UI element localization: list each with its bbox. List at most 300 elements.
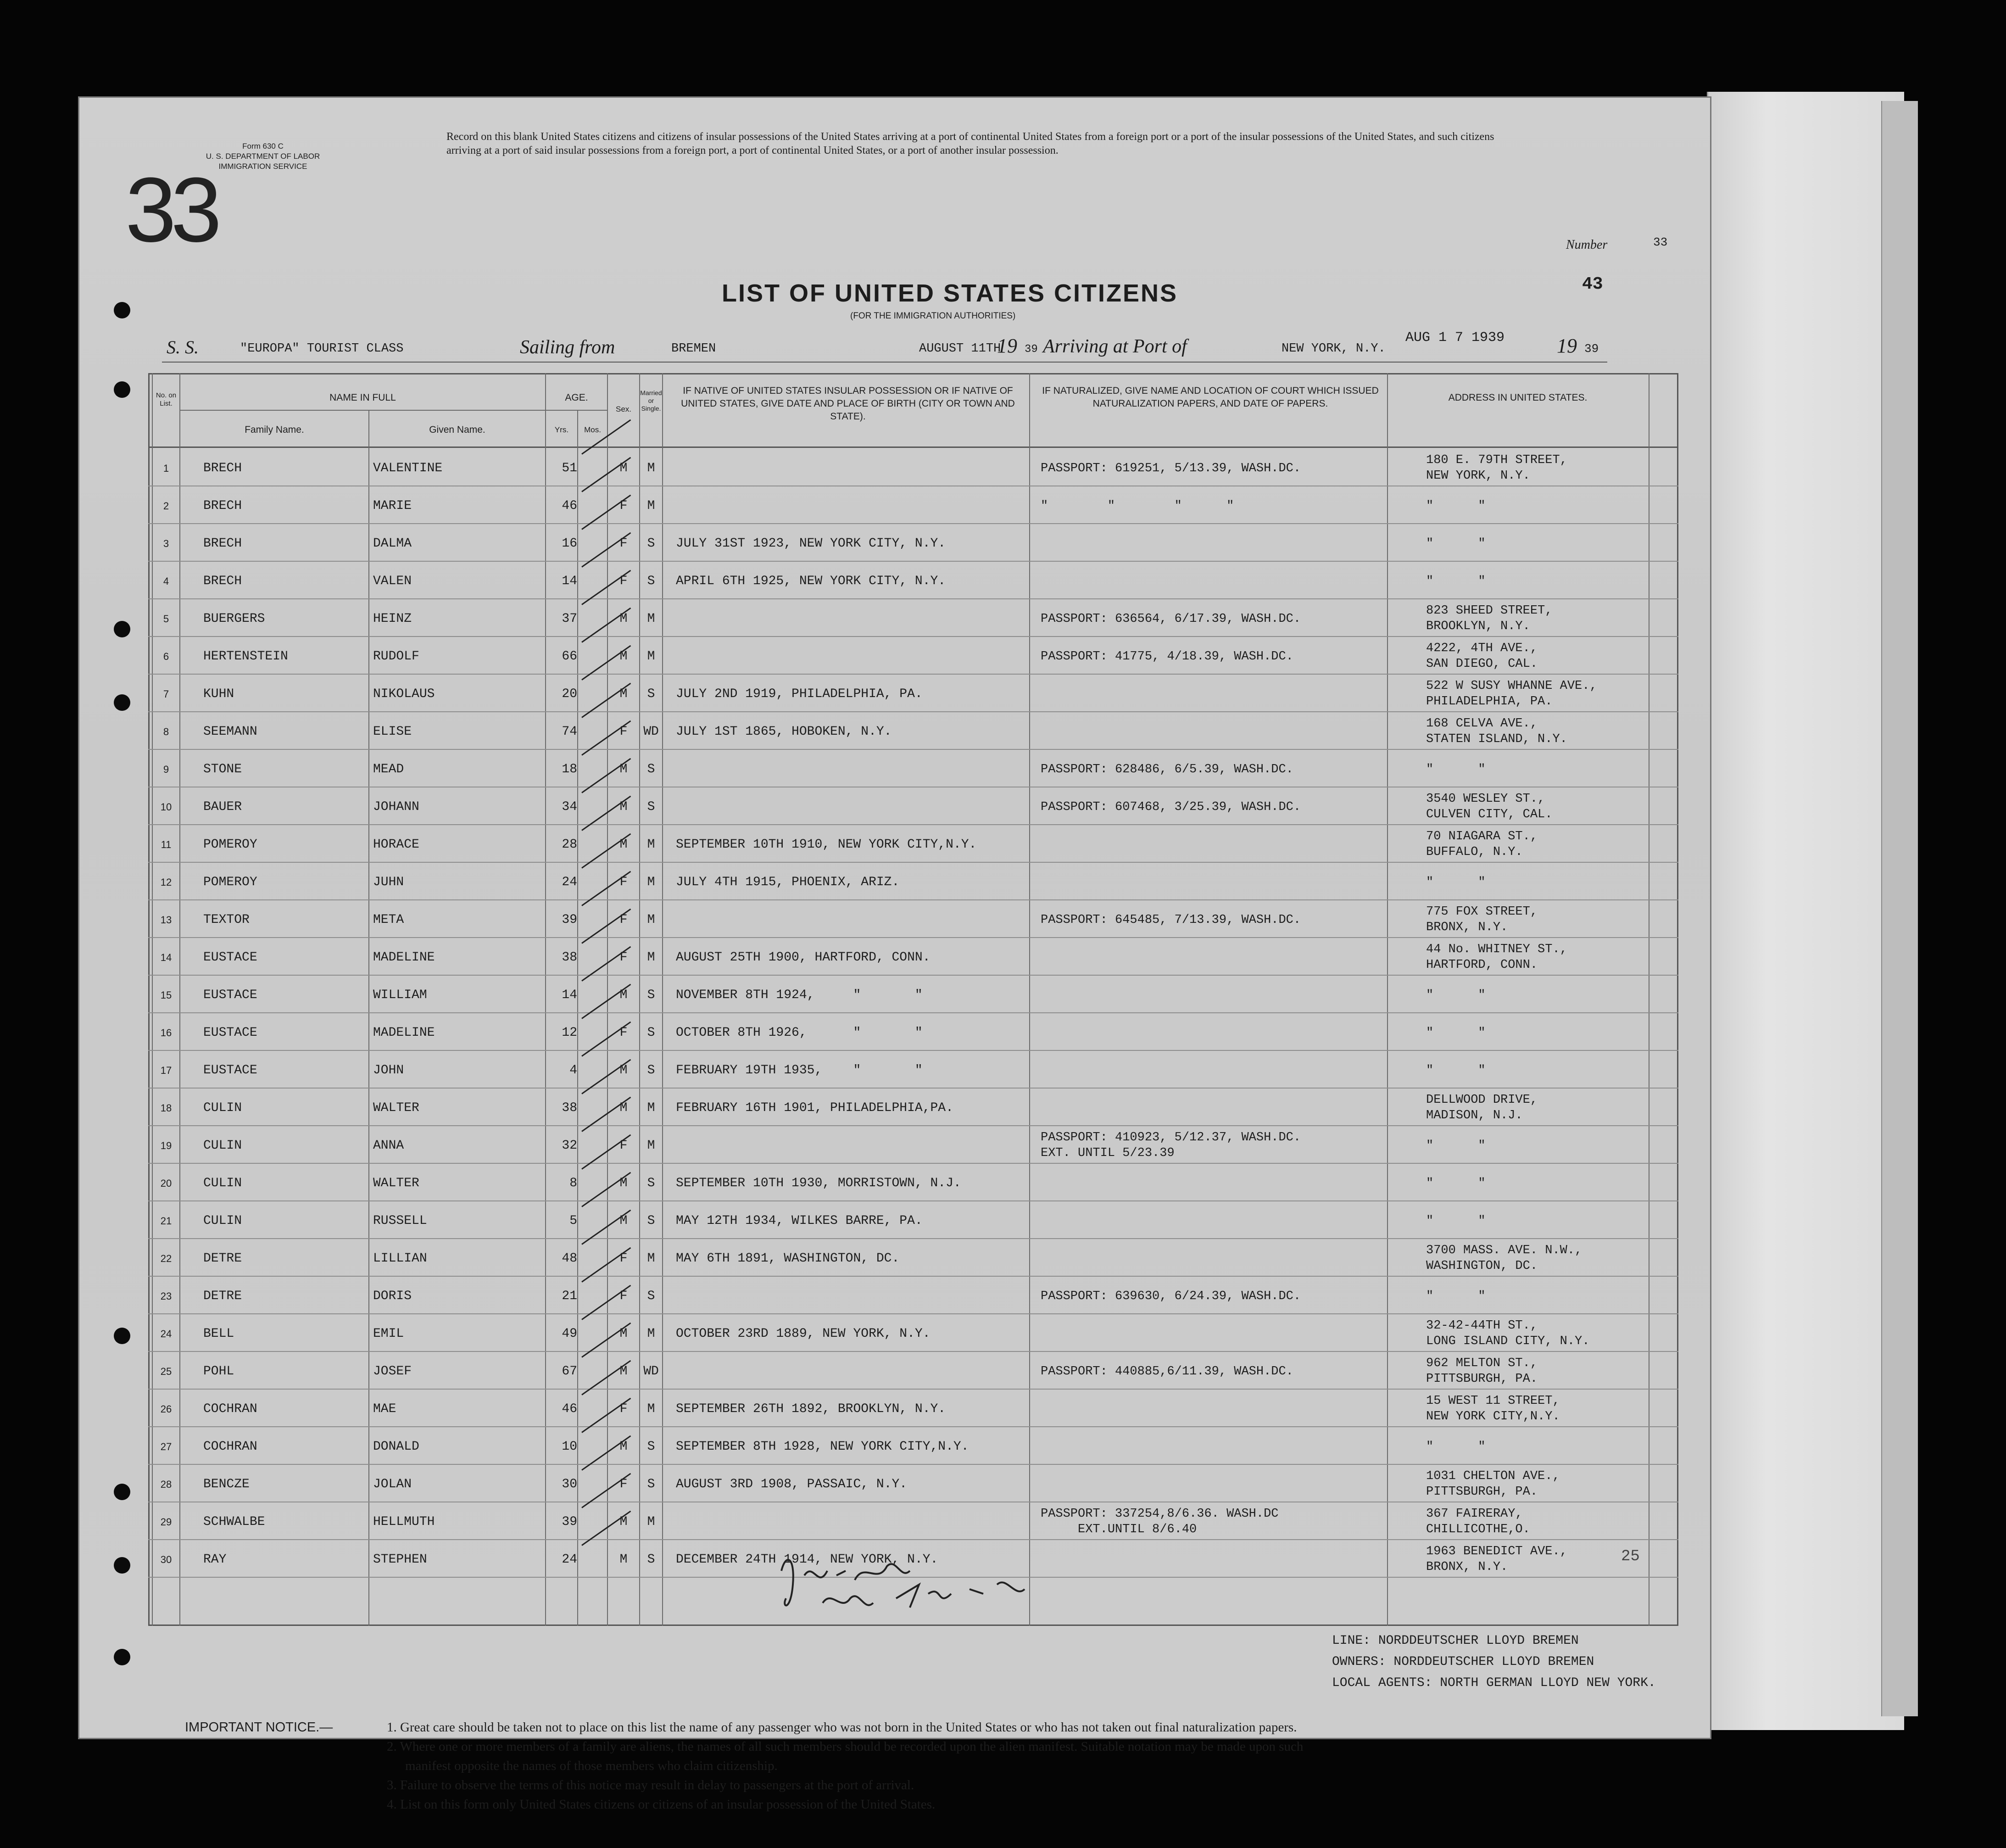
header-age-yrs: Yrs. xyxy=(554,425,569,434)
cell-marital-status: S xyxy=(647,1214,655,1228)
cell-sex: M xyxy=(619,649,628,664)
line-info xyxy=(1332,1630,1656,1694)
cell-given-name: EMIL xyxy=(373,1327,404,1341)
cell-marital-status: M xyxy=(647,1515,655,1529)
cell-address: 44 No. WHITNEY ST., HARTFORD, CONN. xyxy=(1426,943,1567,972)
cell-naturalization: PASSPORT: 619251, 5/13.39, WASH.DC. xyxy=(1041,462,1301,475)
cell-no: 1 xyxy=(163,463,169,474)
header-naturalized: IF NATURALIZED, GIVE NAME AND LOCATION OF COURT WHICH ISSUED NATURALIZATION PAPERS, AND DATE OF PAPERS. xyxy=(1042,385,1379,409)
cell-marital-status: S xyxy=(647,762,655,776)
cell-sex: M xyxy=(619,612,628,626)
row-rule xyxy=(148,1238,1678,1239)
cell-no: 7 xyxy=(163,688,169,700)
cell-no: 23 xyxy=(160,1290,172,1302)
cell-given-name: MAE xyxy=(373,1402,396,1416)
cell-marital-status: M xyxy=(647,950,655,965)
service: IMMIGRATION SERVICE xyxy=(218,162,307,171)
cell-age-years: 28 xyxy=(562,837,577,852)
cell-family-name: BELL xyxy=(203,1327,234,1341)
cell-given-name: JUHN xyxy=(373,875,404,889)
cell-marital-status: S xyxy=(647,574,655,588)
cell-sex: F xyxy=(619,725,628,739)
ship-name: "EUROPA" TOURIST CLASS xyxy=(240,342,404,356)
cell-no: 21 xyxy=(160,1215,172,1227)
row-rule xyxy=(148,937,1678,938)
cell-address: 823 SHEED STREET, BROOKLYN, N.Y. xyxy=(1426,604,1553,633)
cell-birth-info: MAY 6TH 1891, WASHINGTON, DC. xyxy=(676,1251,900,1266)
punch-hole xyxy=(114,302,130,318)
cell-birth-info: OCTOBER 23RD 1889, NEW YORK, N.Y. xyxy=(676,1327,931,1341)
department: U. S. DEPARTMENT OF LABOR xyxy=(206,152,320,161)
cell-given-name: MADELINE xyxy=(373,1026,435,1040)
cell-address: 3540 WESLEY ST., CULVEN CITY, CAL. xyxy=(1426,792,1553,821)
cell-given-name: VALEN xyxy=(373,574,412,588)
cell-family-name: EUSTACE xyxy=(203,1063,257,1078)
cell-naturalization: PASSPORT: 628486, 6/5.39, WASH.DC. xyxy=(1041,763,1293,776)
cell-no: 25 xyxy=(160,1366,172,1377)
cell-marital-status: M xyxy=(647,1402,655,1416)
cell-given-name: META xyxy=(373,913,404,927)
cell-no: 27 xyxy=(160,1441,172,1452)
cell-sex: F xyxy=(619,913,628,927)
cell-marital-status: S xyxy=(647,1552,655,1567)
cell-marital-status: S xyxy=(647,1026,655,1040)
cell-no: 11 xyxy=(161,839,172,850)
cell-marital-status: S xyxy=(647,1440,655,1454)
cell-sex: M xyxy=(619,1552,628,1567)
cell-address: " " xyxy=(1426,1440,1486,1454)
cell-age-years: 38 xyxy=(562,1101,577,1115)
cell-marital-status: M xyxy=(647,1327,655,1341)
cell-no: 5 xyxy=(163,613,169,625)
cell-family-name: BENCZE xyxy=(203,1477,250,1491)
cell-marital-status: M xyxy=(647,461,655,475)
arrival-date-stamp: AUG 1 7 1939 xyxy=(1405,330,1505,346)
cell-marital-status: S xyxy=(647,1176,655,1190)
cell-marital-status: S xyxy=(647,1477,655,1491)
cell-birth-info: JULY 2ND 1919, PHILADELPHIA, PA. xyxy=(676,687,923,701)
cell-no: 10 xyxy=(160,801,172,813)
year-suffix: 39 xyxy=(1025,343,1038,356)
punch-hole xyxy=(114,1484,130,1500)
row-rule xyxy=(148,1276,1678,1277)
cell-sex: F xyxy=(619,574,628,588)
cell-sex: F xyxy=(619,536,628,551)
cell-address: " " xyxy=(1426,537,1486,551)
cell-given-name: DONALD xyxy=(373,1440,419,1454)
cell-no: 6 xyxy=(163,651,169,662)
cell-no: 28 xyxy=(160,1479,172,1490)
cell-no: 15 xyxy=(160,989,172,1001)
cell-given-name: HORACE xyxy=(373,837,419,852)
cell-given-name: JOHN xyxy=(373,1063,404,1078)
row-rule xyxy=(148,1050,1678,1051)
sailing-port: BREMEN xyxy=(671,342,716,356)
cell-given-name: DORIS xyxy=(373,1289,412,1303)
row-rule xyxy=(148,1313,1678,1314)
cell-no: 16 xyxy=(160,1027,172,1038)
header-subrule xyxy=(545,410,607,411)
cell-birth-info: JULY 4TH 1915, PHOENIX, ARIZ. xyxy=(676,875,900,889)
cell-given-name: HEINZ xyxy=(373,612,412,626)
cell-age-years: 24 xyxy=(562,875,577,889)
cell-age-years: 46 xyxy=(562,1402,577,1416)
header-no-on-list: No. on List. xyxy=(156,391,177,408)
header-sex: Sex. xyxy=(615,405,632,413)
row-rule xyxy=(148,1351,1678,1352)
cell-age-years: 39 xyxy=(562,1515,577,1529)
cell-address: 775 FOX STREET, BRONX, N.Y. xyxy=(1426,905,1538,934)
row-rule xyxy=(148,899,1678,900)
year-prefix: 19 xyxy=(997,335,1017,357)
cell-naturalization: PASSPORT: 645485, 7/13.39, WASH.DC. xyxy=(1041,913,1301,927)
cell-family-name: BRECH xyxy=(203,461,242,475)
cell-marital-status: M xyxy=(647,1101,655,1115)
cell-marital-status: M xyxy=(647,837,655,852)
cell-sex: F xyxy=(619,1289,628,1303)
cell-address: 32-42-44TH ST., LONG ISLAND CITY, N.Y. xyxy=(1426,1319,1590,1348)
cell-no: 12 xyxy=(160,877,172,888)
cell-no: 8 xyxy=(163,726,169,737)
cell-family-name: KUHN xyxy=(203,687,234,701)
cell-address: " " xyxy=(1426,1290,1486,1303)
notice-item-2: 2. Where one or more members of a family are aliens, the names of all such members should be recorded upon the alien manifest. Suitable notation may be made upon such xyxy=(387,1739,1304,1754)
page-number: 43 xyxy=(1582,274,1603,294)
cell-no: 14 xyxy=(160,952,172,963)
row-rule xyxy=(148,862,1678,863)
cell-sex: F xyxy=(619,1251,628,1266)
cell-given-name: WALTER xyxy=(373,1101,419,1115)
notice-label: IMPORTANT NOTICE.— xyxy=(185,1720,333,1735)
punch-hole xyxy=(114,1649,130,1665)
row-rule xyxy=(148,598,1678,599)
cell-given-name: STEPHEN xyxy=(373,1552,427,1567)
cell-address: " " xyxy=(1426,876,1486,889)
row-rule xyxy=(148,975,1678,976)
cell-birth-info: AUGUST 25TH 1900, HARTFORD, CONN. xyxy=(676,950,931,965)
cell-address: 1031 CHELTON AVE., PITTSBURGH, PA. xyxy=(1426,1469,1560,1499)
back-sheet-edge xyxy=(1881,101,1918,1716)
cell-no: 29 xyxy=(160,1516,172,1528)
cell-family-name: DETRE xyxy=(203,1289,242,1303)
punch-hole xyxy=(114,381,130,398)
cell-sex: F xyxy=(619,1402,628,1416)
cell-marital-status: M xyxy=(647,612,655,626)
cell-family-name: SEEMANN xyxy=(203,725,257,739)
cell-naturalization: PASSPORT: 410923, 5/12.37, WASH.DC. EXT. UNTIL 5/23.39 xyxy=(1041,1131,1301,1160)
cell-sex: F xyxy=(619,1139,628,1153)
cell-given-name: ANNA xyxy=(373,1139,404,1153)
cell-family-name: HERTENSTEIN xyxy=(203,649,288,664)
header-subrule xyxy=(180,410,547,411)
cell-family-name: COCHRAN xyxy=(203,1402,257,1416)
cell-marital-status: S xyxy=(647,800,655,814)
cell-address: " " xyxy=(1426,575,1486,588)
sailing-date: AUGUST 11TH xyxy=(919,342,1001,356)
cell-marital-status: WD xyxy=(643,725,659,739)
cell-marital-status: S xyxy=(647,687,655,701)
cell-address: 367 FAIRERAY, CHILLICOTHE,O. xyxy=(1426,1507,1530,1536)
cell-age-years: 20 xyxy=(562,687,577,701)
cell-family-name: BRECH xyxy=(203,536,242,551)
cell-age-years: 32 xyxy=(562,1139,577,1153)
cell-age-years: 39 xyxy=(562,913,577,927)
cell-address: " " xyxy=(1426,499,1486,513)
cell-age-years: 66 xyxy=(562,649,577,664)
cell-family-name: RAY xyxy=(203,1552,227,1567)
cell-address: 168 CELVA AVE., STATEN ISLAND, N.Y. xyxy=(1426,717,1567,746)
line-agents: LOCAL AGENTS: NORTH GERMAN LLOYD NEW YORK. xyxy=(1332,1676,1656,1690)
cell-birth-info: AUGUST 3RD 1908, PASSAIC, N.Y. xyxy=(676,1477,908,1491)
cell-address: 70 NIAGARA ST., BUFFALO, N.Y. xyxy=(1426,830,1538,859)
cell-sex: M xyxy=(619,1176,628,1190)
cell-no: 18 xyxy=(160,1102,172,1114)
line-name: LINE: NORDDEUTSCHER LLOYD BREMEN xyxy=(1332,1634,1579,1648)
cell-sex: M xyxy=(619,1364,628,1379)
cell-family-name: POMEROY xyxy=(203,875,257,889)
manifest-sheet xyxy=(78,96,1711,1812)
cell-address: 522 W SUSY WHANNE AVE., PHILADELPHIA, PA. xyxy=(1426,679,1597,709)
cell-marital-status: S xyxy=(647,536,655,551)
sailing-underline xyxy=(162,362,1607,363)
row-rule xyxy=(148,1539,1678,1540)
cell-birth-info: MAY 12TH 1934, WILKES BARRE, PA. xyxy=(676,1214,923,1228)
cell-birth-info: APRIL 6TH 1925, NEW YORK CITY, N.Y. xyxy=(676,574,946,588)
inspector-signature xyxy=(768,1543,1135,1635)
cell-sex: F xyxy=(619,1026,628,1040)
cell-naturalization: " " " " xyxy=(1041,499,1234,513)
cell-given-name: NIKOLAUS xyxy=(373,687,435,701)
cell-address: 1963 BENEDICT AVE., BRONX, N.Y. xyxy=(1426,1545,1567,1574)
cell-family-name: CULIN xyxy=(203,1214,242,1228)
cell-birth-info: FEBRUARY 16TH 1901, PHILADELPHIA,PA. xyxy=(676,1101,953,1115)
cell-given-name: RUDOLF xyxy=(373,649,419,664)
cell-address: " " xyxy=(1426,1214,1486,1228)
cell-given-name: DALMA xyxy=(373,536,412,551)
header-address: ADDRESS IN UNITED STATES. xyxy=(1448,392,1588,403)
year2-suffix: 39 xyxy=(1584,342,1599,356)
cell-family-name: STONE xyxy=(203,762,242,776)
cell-given-name: ELISE xyxy=(373,725,412,739)
ss-label: S. S. xyxy=(167,337,199,357)
row-rule xyxy=(148,711,1678,712)
header-age-mos: Mos. xyxy=(584,425,601,434)
row-rule xyxy=(148,1125,1678,1126)
cell-age-years: 4 xyxy=(569,1063,577,1078)
cell-family-name: CULIN xyxy=(203,1176,242,1190)
cell-age-years: 5 xyxy=(569,1214,577,1228)
margin-number: 25 xyxy=(1621,1548,1640,1565)
cell-sex: M xyxy=(619,1327,628,1341)
notice-item-4: 4. List on this form only United States citizens or citizens of an insular possession of the United States. xyxy=(387,1797,936,1812)
row-rule xyxy=(148,1426,1678,1427)
cell-age-years: 51 xyxy=(562,461,577,475)
header-family-name: Family Name. xyxy=(245,424,304,435)
cell-age-years: 24 xyxy=(562,1552,577,1567)
form-number: Form 630 C xyxy=(242,142,284,151)
cell-given-name: WALTER xyxy=(373,1176,419,1190)
cell-given-name: LILLIAN xyxy=(373,1251,427,1266)
cell-no: 17 xyxy=(160,1065,172,1076)
cell-address: 180 E. 79TH STREET, NEW YORK, N.Y. xyxy=(1426,453,1567,483)
header-married-single: Married or Single. xyxy=(640,389,662,412)
cell-family-name: BAUER xyxy=(203,800,242,814)
arrival-port: NEW YORK, N.Y. xyxy=(1282,342,1386,356)
cell-address: " " xyxy=(1426,1026,1486,1040)
cell-birth-info: DECEMBER 24TH 1914, NEW YORK, N.Y. xyxy=(676,1552,938,1567)
cell-sex: F xyxy=(619,499,628,513)
cell-no: 3 xyxy=(163,538,169,549)
cell-given-name: JOHANN xyxy=(373,800,419,814)
cell-sex: M xyxy=(619,762,628,776)
notice-item-3: 3. Failure to observe the terms of this notice may result in delay to passengers at the port of arrival. xyxy=(387,1778,914,1792)
cell-birth-info: SEPTEMBER 26TH 1892, BROOKLYN, N.Y. xyxy=(676,1402,946,1416)
header-bottom-rule xyxy=(148,447,1678,448)
row-rule xyxy=(148,523,1678,524)
cell-marital-status: M xyxy=(647,1251,655,1266)
cell-address: 4222, 4TH AVE., SAN DIEGO, CAL. xyxy=(1426,642,1538,671)
notice-item-1: 1. Great care should be taken not to place on this list the name of any passenger who was not born in the United States or who has not taken out final naturalization papers. xyxy=(387,1720,1297,1735)
cell-address: " " xyxy=(1426,1139,1486,1153)
cell-no: 20 xyxy=(160,1178,172,1189)
cell-birth-info: JULY 31ST 1923, NEW YORK CITY, N.Y. xyxy=(676,536,946,551)
cell-age-years: 48 xyxy=(562,1251,577,1266)
row-rule xyxy=(148,824,1678,825)
cell-given-name: MARIE xyxy=(373,499,412,513)
number-label: Number xyxy=(1566,238,1608,252)
row-rule xyxy=(148,674,1678,675)
cell-family-name: BRECH xyxy=(203,574,242,588)
cell-family-name: BRECH xyxy=(203,499,242,513)
cell-marital-status: M xyxy=(647,1139,655,1153)
handwritten-list-number: 33 xyxy=(125,159,217,261)
cell-address: 3700 MASS. AVE. N.W., WASHINGTON, DC. xyxy=(1426,1244,1583,1273)
cell-no: 26 xyxy=(160,1403,172,1415)
cell-family-name: DETRE xyxy=(203,1251,242,1266)
cell-age-years: 74 xyxy=(562,725,577,739)
cell-family-name: CULIN xyxy=(203,1101,242,1115)
cell-family-name: COCHRAN xyxy=(203,1440,257,1454)
cell-family-name: EUSTACE xyxy=(203,950,257,965)
cell-given-name: VALENTINE xyxy=(373,461,443,475)
cell-no: 30 xyxy=(160,1554,172,1565)
cell-age-years: 10 xyxy=(562,1440,577,1454)
signature-text: J. Mc Ilvaine Aug 4/40 Pan xyxy=(768,1543,773,1544)
cell-family-name: EUSTACE xyxy=(203,1026,257,1040)
header-name-in-full: NAME IN FULL xyxy=(329,392,396,403)
row-rule xyxy=(148,1088,1678,1089)
cell-age-years: 46 xyxy=(562,499,577,513)
cell-family-name: TEXTOR xyxy=(203,913,250,927)
cell-sex: F xyxy=(619,1477,628,1491)
col-line xyxy=(577,410,578,1626)
cell-given-name: MADELINE xyxy=(373,950,435,965)
cell-sex: M xyxy=(619,1214,628,1228)
cell-given-name: HELLMUTH xyxy=(373,1515,435,1529)
cell-age-years: 14 xyxy=(562,988,577,1002)
row-rule xyxy=(148,1389,1678,1390)
cell-sex: F xyxy=(619,950,628,965)
cell-birth-info: SEPTEMBER 10TH 1910, NEW YORK CITY,N.Y. xyxy=(676,837,977,852)
punch-hole xyxy=(114,1328,130,1344)
cell-sex: F xyxy=(619,875,628,889)
cell-birth-info: JULY 1ST 1865, HOBOKEN, N.Y. xyxy=(676,725,892,739)
cell-family-name: POHL xyxy=(203,1364,234,1379)
cell-address: 15 WEST 11 STREET, NEW YORK CITY,N.Y. xyxy=(1426,1394,1560,1424)
cell-given-name: WILLIAM xyxy=(373,988,427,1002)
back-sheet xyxy=(1707,92,1904,1730)
cell-birth-info: SEPTEMBER 10TH 1930, MORRISTOWN, N.J. xyxy=(676,1176,961,1190)
cell-no: 22 xyxy=(160,1253,172,1264)
number-value: 33 xyxy=(1653,235,1668,249)
cell-age-years: 30 xyxy=(562,1477,577,1491)
cell-age-years: 34 xyxy=(562,800,577,814)
cell-age-years: 21 xyxy=(562,1289,577,1303)
header-birth: IF NATIVE OF UNITED STATES INSULAR POSSESSION OR IF NATIVE OF UNITED STATES, GIVE DATE AND PLACE OF BIRTH (CITY OR TOWN AND STATE). xyxy=(681,385,1015,422)
page-title: LIST OF UNITED STATES CITIZENS xyxy=(722,279,1178,307)
punch-hole xyxy=(114,694,130,711)
cell-naturalization: PASSPORT: 636564, 6/17.39, WASH.DC. xyxy=(1041,612,1301,626)
cell-family-name: POMEROY xyxy=(203,837,257,852)
cell-no: 9 xyxy=(163,764,169,775)
cell-age-years: 14 xyxy=(562,574,577,588)
cell-age-years: 37 xyxy=(562,612,577,626)
cell-marital-status: WD xyxy=(643,1364,659,1379)
cell-sex: M xyxy=(619,837,628,852)
cell-birth-info: NOVEMBER 8TH 1924, " " xyxy=(676,988,923,1002)
cell-sex: M xyxy=(619,461,628,475)
arriving-label: Arriving at Port of xyxy=(1043,336,1187,357)
cell-age-years: 16 xyxy=(562,536,577,551)
cell-birth-info: FEBRUARY 19TH 1935, " " xyxy=(676,1063,923,1078)
cell-no: 19 xyxy=(160,1140,172,1151)
cell-given-name: JOSEF xyxy=(373,1364,412,1379)
form-identifier xyxy=(171,141,355,172)
punch-hole xyxy=(114,1557,130,1574)
cell-marital-status: M xyxy=(647,649,655,664)
cell-naturalization: PASSPORT: 639630, 6/24.39, WASH.DC. xyxy=(1041,1290,1301,1303)
cell-no: 4 xyxy=(163,575,169,587)
cell-age-years: 49 xyxy=(562,1327,577,1341)
cell-sex: M xyxy=(619,1101,628,1115)
cell-naturalization: PASSPORT: 41775, 4/18.39, WASH.DC. xyxy=(1041,650,1293,664)
cell-birth-info: OCTOBER 8TH 1926, " " xyxy=(676,1026,923,1040)
cell-marital-status: S xyxy=(647,1063,655,1078)
page-subtitle: (FOR THE IMMIGRATION AUTHORITIES) xyxy=(850,311,1016,321)
row-rule xyxy=(148,561,1678,562)
cell-age-years: 12 xyxy=(562,1026,577,1040)
cell-sex: M xyxy=(619,1063,628,1078)
row-rule xyxy=(148,749,1678,750)
cell-sex: M xyxy=(619,988,628,1002)
cell-marital-status: S xyxy=(647,988,655,1002)
cell-age-years: 67 xyxy=(562,1364,577,1379)
header-age: AGE. xyxy=(565,392,588,403)
cell-family-name: CULIN xyxy=(203,1139,242,1153)
cell-naturalization: PASSPORT: 440885,6/11.39, WASH.DC. xyxy=(1041,1365,1293,1379)
cell-address: " " xyxy=(1426,988,1486,1002)
cell-sex: M xyxy=(619,1440,628,1454)
cell-no: 24 xyxy=(160,1328,172,1340)
punch-hole xyxy=(114,621,130,637)
cell-age-years: 18 xyxy=(562,762,577,776)
cell-address: " " xyxy=(1426,763,1486,776)
cell-marital-status: S xyxy=(647,1289,655,1303)
row-rule xyxy=(148,1464,1678,1465)
sailing-from-label: Sailing from xyxy=(520,337,615,358)
cell-marital-status: M xyxy=(647,499,655,513)
row-rule xyxy=(148,636,1678,637)
